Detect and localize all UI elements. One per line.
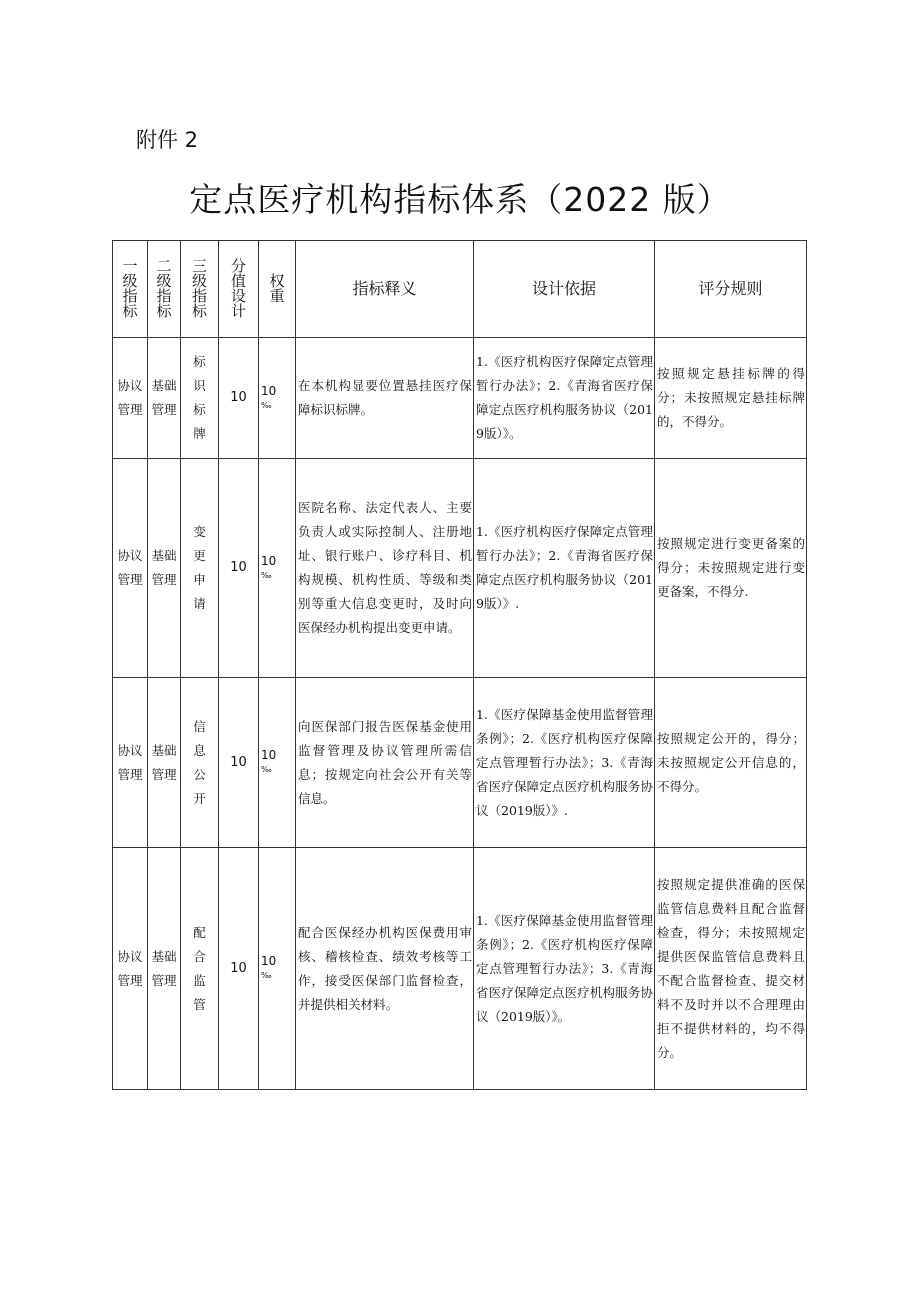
weight-unit: ‰ xyxy=(261,570,272,580)
weight-number: 10 xyxy=(261,383,277,398)
table-row xyxy=(113,848,807,1090)
cell-basis: 1.《医疗机构医疗保障定点管理暂行办法》；2.《青海省医疗保障定点医疗机构服务协议（2019版）》. xyxy=(474,459,655,678)
cell-score: 10 xyxy=(219,848,259,1090)
cell-definition: 在本机构显要位置悬挂医疗保障标识标牌。 xyxy=(296,338,474,459)
table-row xyxy=(113,459,807,678)
cell-score: 10 xyxy=(219,459,259,678)
cell-score: 10 xyxy=(219,678,259,848)
header-row xyxy=(113,241,807,338)
cell-level2: 基础管理 xyxy=(148,848,181,1090)
header-weight: 权重 xyxy=(259,241,296,338)
weight-unit: ‰ xyxy=(261,400,272,410)
weight-number: 10 xyxy=(261,954,277,968)
cell-level1: 协议管理 xyxy=(113,338,148,459)
cell-level2: 基础管理 xyxy=(148,338,181,459)
cell-level1: 协议管理 xyxy=(113,848,148,1090)
document-title: 定点医疗机构指标体系（2022 版） xyxy=(189,180,731,219)
cell-weight xyxy=(259,338,296,459)
cell-definition: 医院名称、法定代表人、主要负责人或实际控制人、注册地址、银行账户、诊疗科目、机构规模、机构性质、等级和类别等重大信息变更时，及时向医保经办机构提出变更申请。 xyxy=(296,459,474,678)
cell-rule: 按照规定进行变更备案的得分；未按照规定进行变更备案，不得分. xyxy=(655,459,807,678)
cell-level3: 标识标牌 xyxy=(181,338,219,459)
header-level1: 一级指标 xyxy=(113,241,148,338)
cell-rule: 按照规定提供准确的医保监管信息费料且配合监督检查，得分；未按照规定提供医保监管信息费料且不配合监督检查、提交材料不及时并以不合理理由拒不提供材料的，均不得分。 xyxy=(655,848,807,1090)
cell-level1: 协议管理 xyxy=(113,459,148,678)
header-score: 分值设计 xyxy=(219,241,259,338)
cell-rule: 按照规定公开的，得分；未按照规定公开信息的，不得分。 xyxy=(655,678,807,848)
cell-level2: 基础管理 xyxy=(148,459,181,678)
cell-weight xyxy=(259,678,296,848)
cell-level1: 协议管理 xyxy=(113,678,148,848)
cell-weight xyxy=(259,848,296,1090)
indicator-table xyxy=(112,240,807,1090)
weight-unit: ‰ xyxy=(261,765,272,774)
header-level2: 二级指标 xyxy=(148,241,181,338)
table-row xyxy=(113,338,807,459)
cell-score: 10 xyxy=(219,338,259,459)
header-definition: 指标释义 xyxy=(296,241,474,338)
cell-definition: 配合医保经办机构医保费用审核、稽核检查、绩效考核等工作，接受医保部门监督检查，并提供相关材料。 xyxy=(296,848,474,1090)
cell-level3: 变更申请 xyxy=(181,459,219,678)
weight-number: 10 xyxy=(261,748,277,762)
table-row xyxy=(113,678,807,848)
weight-number: 10 xyxy=(261,553,277,568)
cell-definition: 向医保部门报告医保基金使用监督管理及协议管理所需信息；按规定向社会公开有关等信息。 xyxy=(296,678,474,848)
header-level3: 三级指标 xyxy=(181,241,219,338)
weight-unit: ‰ xyxy=(261,971,272,980)
cell-level3: 信息公开 xyxy=(181,678,219,848)
header-rule: 评分规则 xyxy=(655,241,807,338)
cell-basis: 1.《医疗保障基金使用监督管理条例》；2.《医疗机构医疗保障定点管理暂行办法》；3.《青海省医疗保障定点医疗机构服务协议（2019版）》. xyxy=(474,678,655,848)
attachment-label: 附件 2 xyxy=(136,128,199,152)
cell-level2: 基础管理 xyxy=(148,678,181,848)
cell-basis: 1.《医疗机构医疗保障定点管理暂行办法》；2.《青海省医疗保障定点医疗机构服务协议（2019版）》。 xyxy=(474,338,655,459)
cell-weight xyxy=(259,459,296,678)
cell-level3: 配合监管 xyxy=(181,848,219,1090)
cell-rule: 按照规定悬挂标牌的得分；未按照规定悬挂标牌的，不得分。 xyxy=(655,338,807,459)
header-basis: 设计依据 xyxy=(474,241,655,338)
cell-basis: 1.《医疗保障基金使用监督管理条例》；2.《医疗机构医疗保障定点管理暂行办法》；3.《青海省医疗保障定点医疗机构服务协议（2019版）》。 xyxy=(474,848,655,1090)
